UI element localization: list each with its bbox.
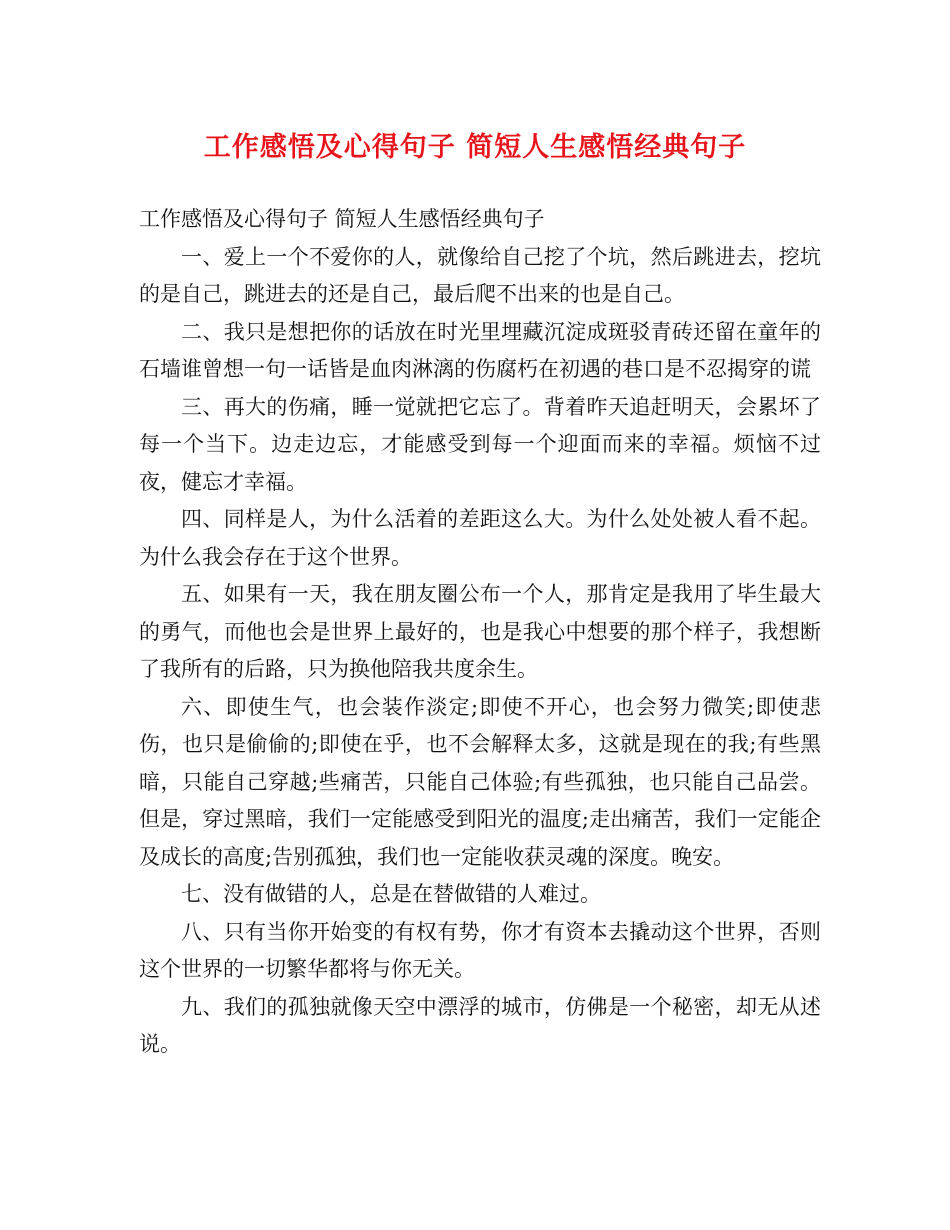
paragraph-2: 二、我只是想把你的话放在时光里埋藏沉淀成斑驳青砖还留在童年的石墙谁曾想一句一话皆是血肉淋漓的伤腐朽在初遇的巷口是不忍揭穿的谎 bbox=[139, 319, 821, 381]
paragraph-4: 四、同样是人，为什么活着的差距这么大。为什么处处被人看不起。为什么我会存在于这个世界。 bbox=[139, 507, 821, 569]
paragraph-6: 六、即使生气，也会装作淡定;即使不开心，也会努力微笑;即使悲伤，也只是偷偷的;即使在乎，也不会解释太多，这就是现在的我;有些黑暗，只能自己穿越;些痛苦，只能自己体验;有些孤独，也只能自己品尝。但是，穿过黑暗，我们一定能感受到阳光的温度;走出痛苦，我们一定能企及成长的高度;告别孤独，我们也一定能收获灵魂的深度。晚安。 bbox=[139, 694, 821, 869]
paragraph-3: 三、再大的伤痛，睡一觉就把它忘了。背着昨天追赶明天，会累坏了每一个当下。边走边忘，才能感受到每一个迎面而来的幸福。烦恼不过夜，健忘才幸福。 bbox=[139, 394, 821, 494]
paragraph-1: 一、爱上一个不爱你的人，就像给自己挖了个坑，然后跳进去，挖坑的是自己，跳进去的还是自己，最后爬不出来的也是自己。 bbox=[139, 244, 821, 306]
paragraph-9: 九、我们的孤独就像天空中漂浮的城市，仿佛是一个秘密，却无从述说。 bbox=[139, 994, 821, 1056]
document-subtitle: 工作感悟及心得句子 简短人生感悟经典句子 bbox=[139, 207, 545, 231]
document-title: 工作感悟及心得句子 简短人生感悟经典句子 bbox=[203, 132, 747, 163]
paragraph-5: 五、如果有一天，我在朋友圈公布一个人，那肯定是我用了毕生最大的勇气，而他也会是世界上最好的，也是我心中想要的那个样子，我想断了我所有的后路，只为换他陪我共度余生。 bbox=[139, 582, 821, 681]
paragraph-8: 八、只有当你开始变的有权有势，你才有资本去撬动这个世界，否则这个世界的一切繁华都将与你无关。 bbox=[139, 919, 821, 981]
document-body bbox=[139, 201, 821, 1064]
paragraph-7: 七、没有做错的人，总是在替做错的人难过。 bbox=[181, 882, 601, 906]
